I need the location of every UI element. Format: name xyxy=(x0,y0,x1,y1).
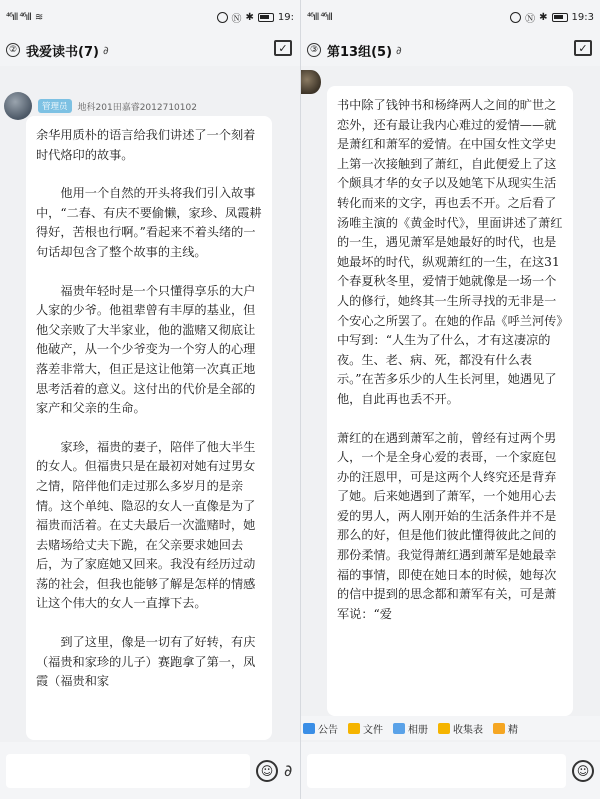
voice-icon[interactable]: ∂ xyxy=(284,761,293,780)
tool-label: 精 xyxy=(508,724,518,736)
unread-count-back-button[interactable]: ② xyxy=(6,43,20,57)
unread-count-back-button[interactable]: ③ xyxy=(307,43,321,57)
message-paragraph: 余华用质朴的语言给我们讲述了一个刻着时代烙印的故事。 xyxy=(36,128,256,162)
chat-header xyxy=(0,34,300,66)
tool-collect-form[interactable] xyxy=(438,721,483,736)
avatar[interactable] xyxy=(301,70,321,94)
bluetooth-icon: ✱ xyxy=(539,11,548,23)
announce-icon xyxy=(303,723,315,734)
battery-icon xyxy=(552,13,568,22)
right-chat-pane xyxy=(300,0,600,799)
highlight-icon xyxy=(493,723,505,734)
folder-icon xyxy=(348,723,360,734)
alarm-icon xyxy=(510,12,521,23)
tool-album[interactable] xyxy=(393,721,428,736)
clock: 19: xyxy=(277,11,294,23)
earpiece-mode-icon: ∂ xyxy=(396,43,402,57)
nfc-icon: Ⓝ xyxy=(231,13,242,25)
status-bar xyxy=(0,0,300,34)
wifi-icon: ≋ xyxy=(34,11,44,23)
tool-label: 收集表 xyxy=(453,724,483,736)
signal-indicator: ⁴⁶ıll ⁴⁶ıll xyxy=(6,11,31,23)
message-paragraph: 到了这里，像是一切有了好转，有庆（福贵和家珍的儿子）赛跑拿了第一，凤霞（福贵和家 xyxy=(36,635,256,689)
group-tools-bar xyxy=(301,716,600,740)
admin-badge: 管理员 xyxy=(38,99,72,113)
emoji-icon[interactable]: ☺ xyxy=(572,760,594,782)
earpiece-mode-icon: ∂ xyxy=(102,43,109,57)
message-paragraph: 萧红的在遇到萧军之前，曾经有过两个男人，一个是全身心爱的表哥，一个家庭包办的汪恩甲，可是这两个人终究还是背弃了她。后来她遇到了萧军，一个她用心去爱的男人，两人刚开始的生活条件并不是那么的好，但是他们彼此懂得彼此之间的那份柔情。我觉得萧红遇到萧军是她最幸福的事情，即使在她日本的时候，她每次的信中提到的思念都和萧军有关，可是萧军说：“爱 xyxy=(337,430,557,621)
tool-files[interactable] xyxy=(348,721,383,736)
status-bar xyxy=(301,0,600,34)
chat-title[interactable]: 第13组(5) xyxy=(327,44,393,60)
bluetooth-icon: ✱ xyxy=(245,11,254,23)
message-paragraph: 他用一个自然的开头将我们引入故事中，“二春、有庆不要偷懒，家珍、凤霞耕得好，苦根也行啊。”看起来不着头绪的一句话却包含了整个故事的主线。 xyxy=(36,186,262,259)
album-icon xyxy=(393,723,405,734)
message-paragraph: 福贵年轻时是一个只懂得享乐的大户人家的少爷。他祖辈曾有丰厚的基业，但他父亲败了大半家业，他的滥赌又彻底让他破产，从一个少爷变为一个穷人的心理落差非常大，但正是这让他第一次真正地思考活着的意义。这付出的代价是全部的家产和父亲的生命。 xyxy=(36,283,256,416)
tool-label: 公告 xyxy=(318,724,338,736)
avatar[interactable] xyxy=(4,92,32,120)
clock: 19:3 xyxy=(571,11,594,23)
emoji-icon[interactable]: ☺ xyxy=(256,760,278,782)
tool-label: 相册 xyxy=(408,724,428,736)
message-sender-row xyxy=(301,70,321,94)
message-bubble[interactable] xyxy=(327,86,573,716)
tool-highlights[interactable] xyxy=(493,721,518,736)
message-input[interactable] xyxy=(307,754,566,788)
signal-indicator: ⁴⁶ıll ⁴⁶ıll xyxy=(307,11,332,23)
battery-icon xyxy=(258,13,274,22)
message-paragraph: 家珍，福贵的妻子，陪伴了他大半生的女人。但福贵只是在最初对她有过男女之情，陪伴他们走过那么多岁月的是亲情。这个单纯、隐忍的女人一直像是为了福贵而活着。在丈夫最后一次滥赌时，她去赌场给丈夫下跪，在父亲要求她回去后，为了家庭她又回来。我没有经历过动荡的社会，但我也能够了解是怎样的情感让这个伟大的女人一直撑下去。 xyxy=(36,439,256,611)
tool-announcement[interactable] xyxy=(303,721,338,736)
alarm-icon xyxy=(217,12,228,23)
checkin-icon[interactable]: ✓ xyxy=(274,40,292,56)
message-input[interactable] xyxy=(6,754,250,788)
chat-title[interactable]: 我爱读书(7) xyxy=(26,44,99,60)
message-paragraph: 书中除了钱钟书和杨绛两人之间的旷世之恋外，还有最让我内心难过的爱情——就是萧红和萧军的爱情。在中国女性文学史上第一次接触到了萧红，自此便爱上了这个颇具才华的女子以及她笔下从现实生活转化而来的文字，再也丢不开。之后看了汤唯主演的《黄金时代》，里面讲述了萧红的一生，遇见萧军是她最好的时代，也是她最坏的时代，纵观萧红的一生，在这31个春夏秋冬里，爱情于她就像是一场一个人的修行，她终其一生所寻找的无非是一个安心之所罢了。在她的作品《呼兰河传》中写到：“人生为了什么，才有这凄凉的夜。生、老、病、死，都没有什么表示。”在苦多乐少的人生长河里，她遇见了他，自此再也丢不开。 xyxy=(337,98,563,406)
input-bar xyxy=(301,742,600,799)
form-icon xyxy=(438,723,450,734)
nfc-icon: Ⓝ xyxy=(525,13,536,25)
tool-label: 文件 xyxy=(363,724,383,736)
input-bar xyxy=(0,742,300,799)
message-bubble[interactable] xyxy=(26,116,272,740)
checkin-icon[interactable]: ✓ xyxy=(574,40,592,56)
chat-header xyxy=(301,34,600,66)
sender-name[interactable]: 地科201田嘉睿2012710102 xyxy=(77,102,197,113)
